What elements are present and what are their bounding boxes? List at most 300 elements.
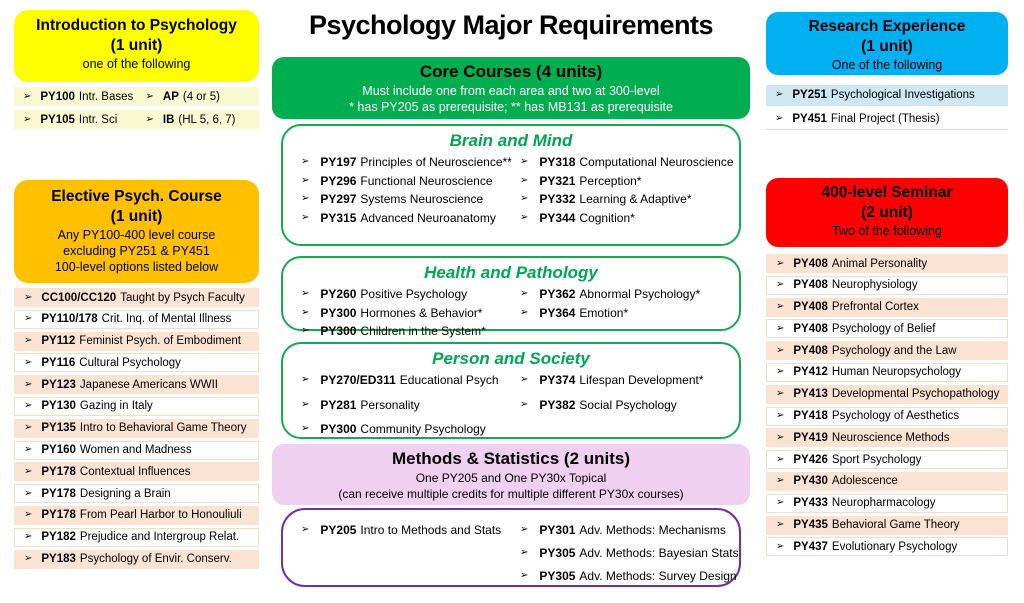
course-row <box>514 155 733 169</box>
course-entry <box>766 113 1008 125</box>
course-row <box>766 494 1008 513</box>
course-row <box>14 528 259 547</box>
arrow-bullet-icon: ➢ <box>776 497 785 509</box>
course-title: Cultural Psychology <box>79 356 181 369</box>
course-entry <box>15 379 258 391</box>
course-row <box>14 419 259 438</box>
course-entry <box>15 488 258 500</box>
course-entry <box>767 475 1007 487</box>
course-entry <box>767 279 1007 291</box>
course-row <box>514 211 733 225</box>
course-entry <box>295 287 514 301</box>
course-row <box>295 211 514 225</box>
course-row <box>766 298 1008 317</box>
arrow-bullet-icon: ➢ <box>301 423 310 434</box>
course-entry <box>767 301 1007 313</box>
area-title: Brain and Mind <box>449 131 573 150</box>
area-left-column <box>295 155 514 229</box>
course-entry <box>514 192 733 206</box>
course-row <box>514 306 733 320</box>
elective-note-2: excluding PY251 & PY451 <box>63 244 210 258</box>
arrow-bullet-icon: ➢ <box>301 306 310 318</box>
course-code: PY100 <box>40 90 75 103</box>
course-row <box>14 506 259 525</box>
area-right-column <box>514 155 733 229</box>
course-code: PY301 <box>539 523 576 537</box>
course-row <box>514 523 733 537</box>
course-code: PY281 <box>320 397 357 412</box>
course-entry <box>295 398 514 412</box>
arrow-bullet-icon: ➢ <box>775 113 784 124</box>
course-code: PY305 <box>539 546 576 560</box>
course-title: Japanese Americans WWII <box>79 378 218 391</box>
course-row <box>295 523 514 537</box>
course-title: Community Psychology <box>360 422 486 436</box>
methods-stats-header <box>272 444 750 505</box>
methods-columns <box>283 523 739 592</box>
course-title: Prefrontal Cortex <box>831 301 919 314</box>
course-title: Neuroscience Methods <box>831 431 950 444</box>
arrow-bullet-icon: ➢ <box>776 344 785 356</box>
area-left-column <box>295 373 514 447</box>
arrow-bullet-icon: ➢ <box>24 313 33 325</box>
course-entry <box>295 174 514 188</box>
course-code: PY382 <box>539 397 576 412</box>
arrow-bullet-icon: ➢ <box>776 279 785 291</box>
research-course-list <box>766 85 1008 133</box>
research-units: (1 unit) <box>861 38 913 55</box>
methods-title: Methods & Statistics (2 units) <box>391 449 631 468</box>
arrow-bullet-icon: ➢ <box>24 422 33 434</box>
arrow-bullet-icon: ➢ <box>776 366 785 378</box>
course-row <box>766 254 1008 273</box>
arrow-bullet-icon: ➢ <box>776 410 785 422</box>
course-title: Intr. Sci <box>78 113 118 126</box>
course-entry <box>767 258 1007 270</box>
seminar-title: 400-level Seminar <box>821 184 953 201</box>
arrow-bullet-icon: ➢ <box>776 540 785 552</box>
arrow-bullet-icon: ➢ <box>301 174 310 186</box>
area-title: Person and Society <box>432 349 590 368</box>
course-row <box>766 472 1008 491</box>
course-code: PY321 <box>539 173 576 188</box>
course-row <box>514 287 733 301</box>
course-code: PY364 <box>539 305 576 320</box>
course-title: Intr. Bases <box>78 90 134 103</box>
course-code: PY105 <box>40 113 75 126</box>
area-brain-and-mind <box>281 124 741 246</box>
seminar-course-list <box>766 254 1008 559</box>
course-code: PY344 <box>539 210 576 225</box>
core-rule-1: Must include one from each area and two at 300-level <box>362 84 660 98</box>
course-entry <box>15 292 258 304</box>
course-entry <box>295 523 514 537</box>
arrow-bullet-icon: ➢ <box>775 89 784 100</box>
arrow-bullet-icon: ➢ <box>520 398 529 410</box>
course-title: Designing a Brain <box>79 487 171 500</box>
course-title: Animal Personality <box>831 257 928 270</box>
methods-rule-2: (can receive multiple credits for multiple different PY30x courses) <box>338 487 684 501</box>
course-code: PY413 <box>793 388 828 401</box>
course-entry <box>14 114 137 126</box>
course-entry <box>767 410 1007 422</box>
area-left-column <box>295 287 514 343</box>
area-title: Health and Pathology <box>424 263 598 282</box>
course-row <box>14 288 259 307</box>
course-title: Psychology of Aesthetics <box>831 410 960 423</box>
course-row <box>514 174 733 188</box>
arrow-bullet-icon: ➢ <box>520 211 529 223</box>
course-row <box>295 324 514 338</box>
course-entry <box>767 345 1007 357</box>
course-code: PY260 <box>320 287 357 301</box>
intro-title: Introduction to Psychology <box>36 17 237 34</box>
page-title: Psychology Major Requirements <box>308 10 714 40</box>
course-row <box>766 385 1008 404</box>
course-code: PY178 <box>41 509 76 522</box>
course-code: PY426 <box>793 453 828 466</box>
arrow-bullet-icon: ➢ <box>301 398 310 410</box>
course-code: PY178 <box>41 465 76 478</box>
course-entry <box>767 519 1007 531</box>
course-code: PY130 <box>41 400 76 413</box>
course-code: PY408 <box>793 301 828 314</box>
course-code: PY435 <box>793 519 828 532</box>
course-title: Contextual Influences <box>79 465 191 478</box>
course-row <box>766 85 1008 106</box>
course-title: Intro to Behavioral Game Theory <box>79 422 247 435</box>
course-entry <box>15 400 258 412</box>
arrow-bullet-icon: ➢ <box>24 444 33 456</box>
arrow-bullet-icon: ➢ <box>24 465 33 477</box>
course-row <box>14 332 259 351</box>
core-rule-2: * has PY205 as prerequisite; ** has MB131 as prerequisite <box>349 100 673 114</box>
course-entry <box>137 114 260 126</box>
course-code: PY305 <box>539 569 576 583</box>
area-columns <box>283 155 739 229</box>
research-subtitle: One of the following <box>831 58 943 72</box>
course-code: PY332 <box>539 192 576 206</box>
arrow-bullet-icon: ➢ <box>301 211 310 223</box>
arrow-bullet-icon: ➢ <box>23 113 32 125</box>
course-code: PY110/178 <box>41 313 98 326</box>
elective-units: (1 unit) <box>110 208 163 225</box>
course-entry <box>15 357 258 369</box>
elective-header <box>14 180 259 283</box>
course-code: PY437 <box>793 540 828 553</box>
course-row <box>295 155 514 169</box>
course-code: PY135 <box>41 422 76 435</box>
course-row <box>766 407 1008 426</box>
course-code: PY182 <box>41 531 76 544</box>
arrow-bullet-icon: ➢ <box>776 388 785 400</box>
course-title: Psychology of Envir. Conserv. <box>79 553 232 566</box>
course-row <box>766 428 1008 447</box>
course-title: (HL 5, 6, 7) <box>178 113 236 126</box>
course-row <box>295 192 514 206</box>
course-entry <box>295 422 514 436</box>
course-title: Behavioral Game Theory <box>831 519 960 532</box>
intro-units: (1 unit) <box>110 37 163 54</box>
course-title: Final Project (Thesis) <box>830 113 940 125</box>
area-columns <box>283 373 739 447</box>
course-title: Gazing in Italy <box>79 400 153 413</box>
course-title: Women and Madness <box>79 444 192 457</box>
course-code: PY116 <box>41 356 76 369</box>
arrow-bullet-icon: ➢ <box>301 524 310 535</box>
area-right-column <box>514 287 733 343</box>
course-entry <box>15 335 258 347</box>
course-row <box>514 398 733 412</box>
course-title: Prejudice and Intergroup Relat. <box>79 531 240 544</box>
core-title: Core Courses (4 units) <box>419 62 603 81</box>
course-entry <box>295 211 514 225</box>
arrow-bullet-icon: ➢ <box>520 174 529 186</box>
course-title: Advanced Neuroanatomy <box>360 210 496 225</box>
arrow-bullet-icon: ➢ <box>776 301 785 313</box>
seminar-units: (2 unit) <box>861 204 913 221</box>
course-entry <box>767 454 1007 466</box>
methods-course-box <box>281 508 741 587</box>
elective-title: Elective Psych. Course <box>51 188 222 205</box>
research-title: Research Experience <box>808 18 966 35</box>
course-row <box>14 353 259 372</box>
course-row <box>766 537 1008 556</box>
course-title: Cognition* <box>579 210 635 225</box>
course-title: Neurophysiology <box>831 279 918 292</box>
course-entry <box>514 398 733 412</box>
course-title: From Pearl Harbor to Honouliuli <box>79 509 242 522</box>
arrow-bullet-icon: ➢ <box>301 374 310 385</box>
course-title: Human Neuropsychology <box>831 366 962 379</box>
course-entry <box>514 211 733 225</box>
course-title: Principles of Neuroscience** <box>360 155 512 169</box>
course-row <box>766 516 1008 535</box>
course-entry <box>766 89 1008 101</box>
arrow-bullet-icon: ➢ <box>776 322 785 334</box>
arrow-bullet-icon: ➢ <box>301 156 310 167</box>
methods-right-column <box>514 523 739 592</box>
course-entry <box>514 523 733 537</box>
course-entry <box>767 323 1007 335</box>
course-title: Educational Psych <box>399 373 499 387</box>
course-code: PY296 <box>320 173 357 188</box>
course-row <box>514 192 733 206</box>
course-code: PY419 <box>793 431 828 444</box>
course-title: Adv. Methods: Mechanisms <box>579 523 726 537</box>
course-row <box>14 462 259 481</box>
course-row <box>766 109 1008 130</box>
course-title: Children in the System* <box>360 324 486 338</box>
course-title: Intro to Methods and Stats <box>360 523 502 537</box>
course-entry <box>15 553 258 565</box>
course-code: PY408 <box>793 344 828 357</box>
arrow-bullet-icon: ➢ <box>776 453 785 465</box>
course-entry <box>295 192 514 206</box>
course-code: PY318 <box>539 155 576 169</box>
course-entry <box>295 155 514 169</box>
arrow-bullet-icon: ➢ <box>520 306 529 318</box>
course-row <box>514 569 737 583</box>
course-code: PY451 <box>792 113 827 125</box>
course-row <box>14 441 259 460</box>
course-row <box>295 174 514 188</box>
course-entry <box>15 313 258 325</box>
course-row <box>766 450 1008 469</box>
course-entry <box>514 287 733 301</box>
course-title: Adv. Methods: Bayesian Stats <box>579 546 739 560</box>
area-health-and-pathology <box>281 256 741 338</box>
course-code: PY374 <box>539 373 576 387</box>
course-row <box>514 546 739 560</box>
course-code: PY362 <box>539 287 576 301</box>
course-row <box>295 422 514 436</box>
research-header <box>766 12 1008 75</box>
course-code: CC100/CC120 <box>41 291 117 304</box>
arrow-bullet-icon: ➢ <box>24 291 33 303</box>
course-title: Emotion* <box>579 305 629 320</box>
course-code: PY197 <box>320 155 357 169</box>
course-title: Learning & Adaptive* <box>579 192 692 206</box>
arrow-bullet-icon: ➢ <box>23 90 32 102</box>
arrow-bullet-icon: ➢ <box>520 156 529 167</box>
course-title: Perception* <box>579 173 642 188</box>
course-entry <box>295 306 514 320</box>
course-code: PY205 <box>320 523 357 537</box>
course-entry <box>767 366 1007 378</box>
course-entry <box>295 324 514 338</box>
arrow-bullet-icon: ➢ <box>24 378 33 390</box>
course-row <box>766 319 1008 338</box>
arrow-bullet-icon: ➢ <box>520 547 529 558</box>
arrow-bullet-icon: ➢ <box>520 193 529 204</box>
course-row <box>14 375 259 394</box>
course-code: PY270/ED311 <box>320 373 396 387</box>
seminar-header <box>766 178 1008 247</box>
course-entry <box>767 432 1007 444</box>
course-code: PY418 <box>793 410 828 423</box>
course-entry <box>514 373 733 387</box>
course-row <box>295 398 514 412</box>
course-entry <box>15 531 258 543</box>
course-title: Hormones & Behavior* <box>360 305 483 320</box>
course-title: Crit. Inq. of Mental Illness <box>101 313 232 326</box>
arrow-bullet-icon: ➢ <box>145 113 154 125</box>
course-code: PY315 <box>320 210 357 225</box>
course-entry <box>767 497 1007 509</box>
course-title: Feminist Psych. of Embodiment <box>79 335 241 348</box>
seminar-subtitle: Two of the following <box>832 224 942 238</box>
arrow-bullet-icon: ➢ <box>24 509 33 521</box>
course-row <box>14 397 259 416</box>
course-code: PY433 <box>793 497 828 510</box>
course-entry <box>15 466 258 478</box>
arrow-bullet-icon: ➢ <box>24 553 33 565</box>
course-code: PY297 <box>320 192 357 206</box>
course-title: Psychological Investigations <box>830 89 975 101</box>
course-title: Taught by Psych Faculty <box>120 291 245 304</box>
course-code: PY160 <box>41 444 76 457</box>
course-code: IB <box>162 113 175 126</box>
course-row <box>14 484 259 503</box>
arrow-bullet-icon: ➢ <box>776 475 785 487</box>
course-title: Positive Psychology <box>360 287 468 301</box>
course-title: Psychology of Belief <box>831 322 936 335</box>
course-row <box>14 87 259 106</box>
course-title: Personality <box>360 397 420 412</box>
course-row <box>766 276 1008 295</box>
arrow-bullet-icon: ➢ <box>145 90 154 102</box>
course-code: PY178 <box>41 487 76 500</box>
course-entry <box>514 569 737 583</box>
arrow-bullet-icon: ➢ <box>776 431 785 443</box>
course-title: Systems Neuroscience <box>360 192 484 206</box>
course-row <box>295 306 514 320</box>
course-code: PY123 <box>41 378 76 391</box>
arrow-bullet-icon: ➢ <box>301 288 310 299</box>
arrow-bullet-icon: ➢ <box>301 193 310 204</box>
arrow-bullet-icon: ➢ <box>301 325 310 336</box>
elective-course-list <box>14 288 259 571</box>
arrow-bullet-icon: ➢ <box>24 487 33 499</box>
course-entry <box>15 444 258 456</box>
intro-subtitle: one of the following <box>82 57 191 71</box>
arrow-bullet-icon: ➢ <box>776 257 785 269</box>
course-row <box>295 373 514 387</box>
arrow-bullet-icon: ➢ <box>776 519 785 531</box>
course-title: Sport Psychology <box>831 453 922 466</box>
course-code: PY408 <box>793 279 828 292</box>
course-code: PY412 <box>793 366 828 379</box>
course-code: PY408 <box>793 322 828 335</box>
course-row <box>766 341 1008 360</box>
course-entry <box>767 388 1007 400</box>
methods-left-column <box>295 523 514 592</box>
arrow-bullet-icon: ➢ <box>24 400 33 412</box>
core-courses-header <box>272 57 750 119</box>
course-title: Evolutionary Psychology <box>831 540 958 553</box>
course-code: PY430 <box>793 475 828 488</box>
course-title: Neuropharmacology <box>831 497 936 510</box>
course-entry <box>295 373 514 387</box>
course-row <box>14 310 259 329</box>
course-row <box>295 287 514 301</box>
course-code: PY251 <box>792 89 827 101</box>
course-entry <box>514 546 739 560</box>
course-title: Functional Neuroscience <box>360 173 493 188</box>
course-title: Adv. Methods: Survey Design <box>579 569 737 583</box>
course-code: PY408 <box>793 257 828 270</box>
course-row <box>514 373 733 387</box>
course-title: Computational Neuroscience <box>579 155 734 169</box>
course-code: PY183 <box>41 553 76 566</box>
arrow-bullet-icon: ➢ <box>24 335 33 347</box>
methods-rule-1: One PY205 and One PY30x Topical <box>415 471 607 485</box>
course-row <box>14 550 259 569</box>
course-entry <box>15 509 258 521</box>
course-entry <box>514 155 733 169</box>
area-person-and-society <box>281 342 741 439</box>
arrow-bullet-icon: ➢ <box>520 570 529 581</box>
course-title: Abnormal Psychology* <box>579 287 701 301</box>
course-row <box>766 363 1008 382</box>
course-code: PY300 <box>320 305 357 320</box>
arrow-bullet-icon: ➢ <box>520 288 529 299</box>
course-title: Developmental Psychopathology <box>831 388 1000 401</box>
arrow-bullet-icon: ➢ <box>520 374 529 385</box>
course-row <box>14 110 259 129</box>
course-entry <box>514 174 733 188</box>
